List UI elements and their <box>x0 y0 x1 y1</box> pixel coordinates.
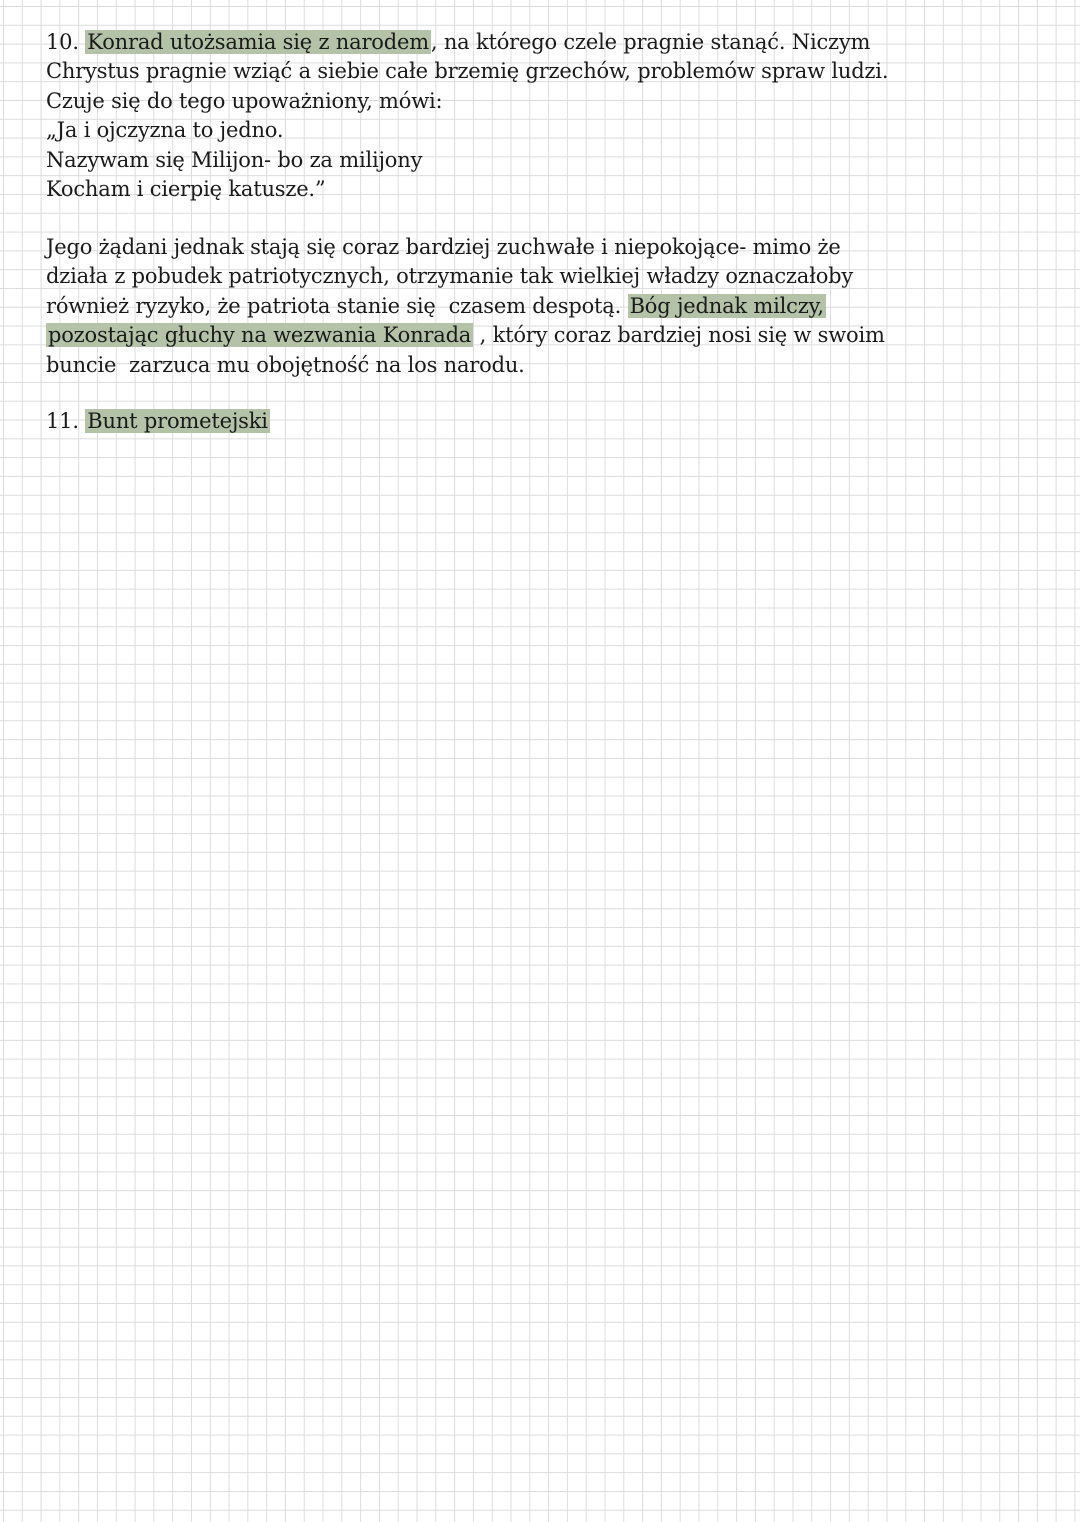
section-11-line <box>46 407 1056 436</box>
section-10-line-2: Chrystus pragnie wziąć a siebie całe brzemię grzechów, problemów spraw ludzi. <box>46 59 889 84</box>
section-11 <box>46 407 1056 436</box>
highlight-konrad-narod: Konrad utożsamia się z narodem <box>87 30 429 54</box>
paragraph-2-line-4-rest: , który coraz bardziej nosi się w swoim <box>473 323 885 348</box>
section-11-number: 11. <box>46 409 79 433</box>
highlight-bunt-prometejski: Bunt prometejski <box>87 409 268 433</box>
highlight-gluchy-konrada: pozostając głuchy na wezwania Konrada <box>48 323 472 348</box>
quote-line-3: Kocham i cierpię katusze.” <box>46 176 326 201</box>
paragraph-2-line-1: Jego żądani jednak stają się coraz bardziej zuchwałe i niepokojące- mimo że <box>46 235 841 259</box>
section-10-line-1 <box>46 28 1056 57</box>
highlight-bog-milczy: Bóg jednak milczy, <box>629 293 824 318</box>
paragraph-2-line-4 <box>46 321 1056 350</box>
section-10-number: 10. <box>46 30 79 54</box>
section-10 <box>46 28 1056 204</box>
paragraph-2-line-3 <box>46 292 1056 321</box>
section-10-line-1-rest: , na którego czele pragnie stanąć. Niczym <box>430 30 871 54</box>
paragraph-2-line-2: działa z pobudek patriotycznych, otrzymanie tak wielkiej władzy oznaczałoby <box>46 264 854 289</box>
paragraph-2-line-3-before: również ryzyko, że patriota stanie się czasem despotą. <box>46 293 628 318</box>
paragraph-2 <box>46 233 1056 380</box>
section-10-line-3: Czuje się do tego upoważniony, mówi: <box>46 88 443 113</box>
quote-line-1: „Ja i ojczyzna to jedno. <box>46 118 284 143</box>
paragraph-2-line-5: buncie zarzuca mu obojętność na los narodu. <box>46 352 525 377</box>
quote-line-2: Nazywam się Milijon- bo za milijony <box>46 147 423 172</box>
